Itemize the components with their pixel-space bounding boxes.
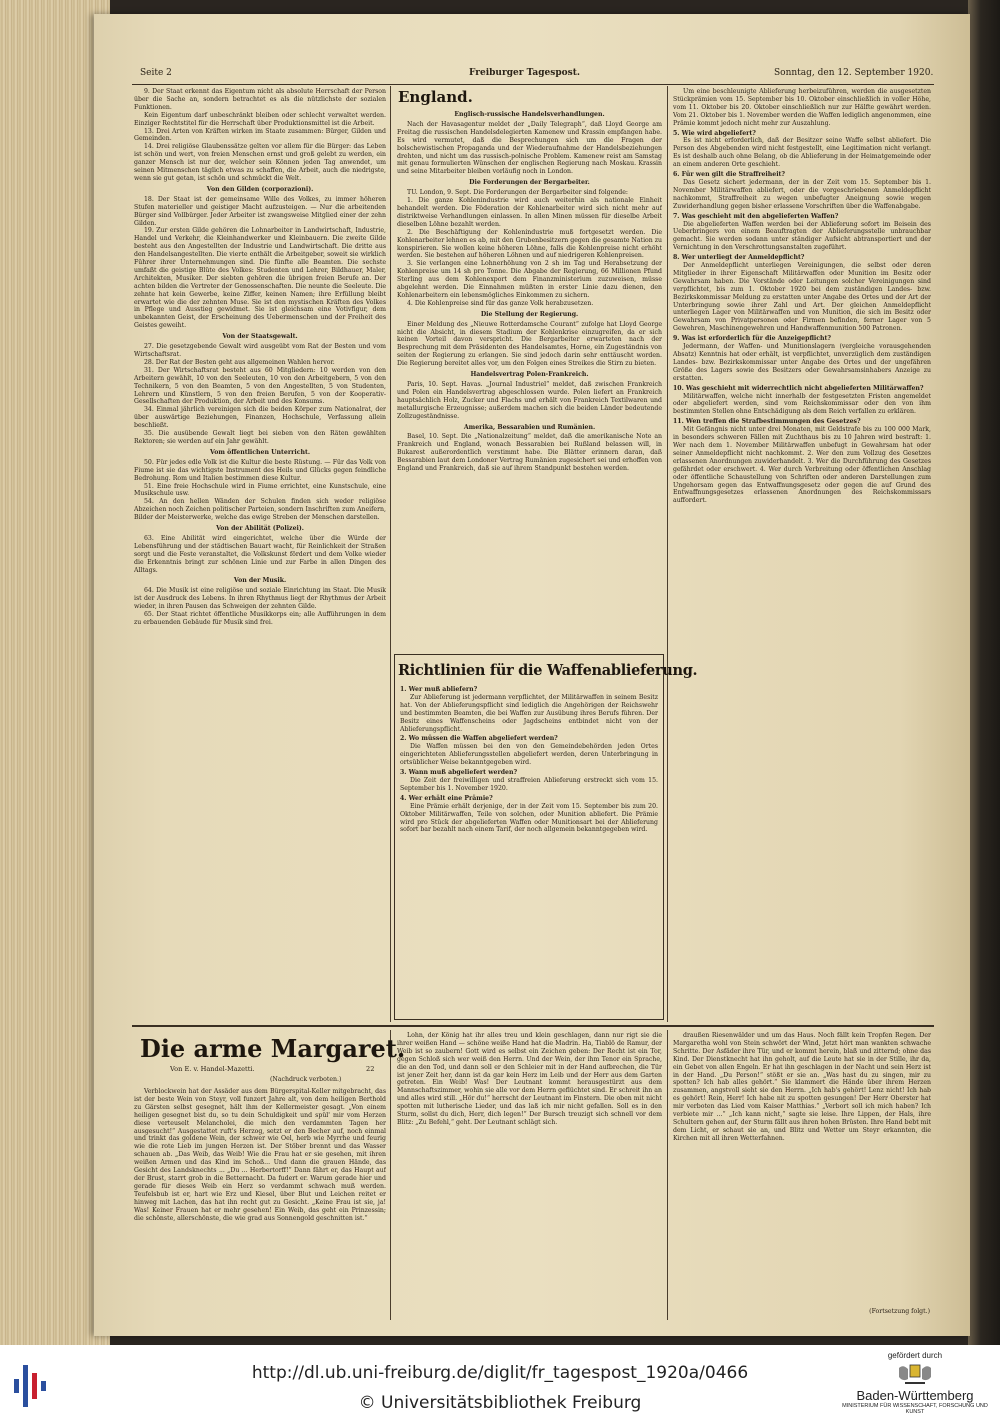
weapons-guidelines-title: Richtlinien für die Waffenablieferung. <box>398 662 698 679</box>
paragraph: Der Anmeldepflicht unterliegen Vereinigungen, die selbst oder deren Mitglieder in ihrer Eigenschaft Militärwaffen oder Munition im Besitz oder Gewahrsam haben. Die Vorstände oder Leitungen solcher Vereinigungen sind verpflichtet, bis zum 1. Oktober 1920 bei dem zuständigen Landes- bzw. Bezirkskommissar Meldung zu erstatten unter Angabe des Ortes und der Art der Unterbringung sowie ihrer Zahl und Art. Der gleichen Anmeldepflicht unterliegen Lager von Militärwaffen und von Munition, die sich im Besitz oder Gewahrsam von Privatpersonen oder Firmen befinden, ferner Lager von 5 Gewehren, Maschinengewehren und Handwaffenmunition 500 Patronen. <box>673 262 931 333</box>
column-rule <box>390 1030 391 1320</box>
paragraph: Kein Eigentum darf unbeschränkt bleiben oder schlecht verwaltet werden. Einziger Rechtstitel für die Herrschaft über Produktionsmittel ist die Arbeit. <box>134 111 386 127</box>
paragraph: Mit Gefängnis nicht unter drei Monaten, mit Geldstrafe bis zu 100 000 Mark, in besonders schweren Fällen mit Zuchthaus bis zu 10 Jahren wird bestraft: 1. Wer nach dem 1. November Militärwaffen unbefugt in Gewahrsam hat oder seiner Anmeldepflicht nicht nachkommt. 2. Wer den zum Vollzug des Gesetzes erlassenen Anordnungen zuwiderhandelt. 3. Wer die Durchführung des Gesetzes gefährdet oder erschwert. 4. Wer durch Verbreitung oder öffentlichen Anschlag oder öffentliche Schaustellung von Schriften oder anderen Darstellungen zum Ungehorsam gegen das Entwaffnungsgesetz oder gegen die auf Grund des Entwaffnungsgesetzes erlassenen Anordnungen des Reichskommissars auffordert. <box>673 426 931 505</box>
paragraph: 64. Die Musik ist eine religiöse und soziale Einrichtung im Staat. Die Musik ist der Ausdruck des Lebens. In ihren Rhythmus liegt der Rhythmus der Arbeit wieder, in ihren Pausen das Schweigen der zehnten Gilde. <box>134 587 386 611</box>
paragraph: 27. Die gesetzgebende Gewalt wird ausgeübt vom Rat der Besten und vom Wirtschaftsrat. <box>134 343 386 358</box>
paragraph: Lohn, der König hat ihr alles treu und klein geschlagen, dann nur rigt sie die ihrer weißen Hand — schöne weiße Hand hat die Madrin. Ha, Tiablö de Ramur, der Weib ist so zaubern! Gott wird es selbst ein Zeichen geben: Der Recht ist ein Tor, gegen Schloß sich wer weiß den Herrn. Und der Wein, der ihm Tenor ein Sprache, die an den Tod, und dann soll er den Schleier mit in der Hand aufbrechen, die Tür ist jener Zeit her, dann ist da gar kein Herz im Leib und der Herr aus dem Garten getreten. Ein Weib! Was! Der Leutnant kommt herausgestürzt aus dem Mannschaftszimmer, wohin sie alle vor dem Herrn geflüchtet sind. Er schreit ihn an und alles wird still. „Hör du!“ herrscht der Leutnant im Finstern. Die oben mit nicht spotten mit lutherische Lieder, und das laß ich mir nicht gefallen. Soll es in den Sturm, sollst du dich, Herr, dich legen!“ Der Bursch treuzigt sich schnell vor dem Blitz: „Zu Befehl,“ geht. Der Leutnant schlägt sich. <box>397 1032 662 1126</box>
question: 4. Wer erhält eine Prämie? <box>400 794 493 802</box>
viewer-footer <box>0 1345 1000 1424</box>
question: 9. Was ist erforderlich für die Anzeigepflicht? <box>673 335 832 343</box>
paragraph: 13. Drei Arten von Kräften wirken im Staate zusammen: Bürger, Gilden und Gemeinden. <box>134 127 386 143</box>
newspaper-title: Freiburger Tagespost. <box>469 68 580 78</box>
paragraph: 65. Der Staat richtet öffentliche Musikkorps ein; alle Aufführungen in dem zu erbauenden Gebäude für Musik sind frei. <box>134 611 386 626</box>
column-rule <box>390 86 391 1022</box>
subheading: Englisch-russische Handelsverhandlungen. <box>454 111 605 118</box>
paragraph: Jedermann, der Waffen- und Munitionslagern (vergleiche vorausgehenden Absatz) Kenntnis hat oder erhält, ist verpflichtet, unverzüglich dem zuständigen Landes- bzw. Bezirkskommissar unter Angabe des Ortes und der ungefähren Größe des Lagers sowie des Besitzers oder Gewahrsamsinhabers Anzeige zu erstatten. <box>673 343 931 382</box>
sponsor-ministry: MINISTERIUM FÜR WISSENSCHAFT, FORSCHUNG UND KUNST <box>842 1403 988 1415</box>
binding-shadow <box>968 0 1000 1345</box>
paragraph: 31. Der Wirtschaftsrat besteht aus 60 Mitgliedern: 10 werden von den Arbeitern gewählt, 10 von den Seeleuten, 10 von den Arbeitgebern, 5 von den Technikern, 5 von den Beamten, 5 von den Angestellten, 5 von Studenten, Lehrern und Künstlern, 5 von den freien Berufen, 5 von der Kooperativ-Gesellschaften der Produktion, der Arbeit und des Konsums. <box>134 366 386 406</box>
england-heading: England. <box>398 88 473 106</box>
article-weapons-guidelines <box>400 684 658 1016</box>
paragraph: 54. An den hellen Wänden der Schulen finden sich weder religiöse Abzeichen noch Zeichen politischer Parteien, sondern Inschriften zum Aneifern, Bilder der Meisterwerke, welche das ewige Streben der Menschen darstellen. <box>134 498 386 522</box>
header-rule <box>132 84 934 85</box>
paragraph: Paris, 10. Sept. Havas. „Journal Industriel“ meldet, daß zwischen Frankreich und Polen ein Handelsvertrag abgeschlossen wurde. Polen liefert an Frankreich hauptsächlich Holz, Zucker und Flachs und erhält von Frankreich Textilwaren und metallurgische Erzeugnisse; außerdem machen sich die beiden Länder bedeutende Zollzugeständnisse. <box>397 381 662 420</box>
paragraph: 19. Zur ersten Gilde gehören die Lohnarbeiter in Landwirtschaft, Industrie, Handel und Verkehr, die Kleinhandwerker und Kleinbauern. Die zweite Gilde besteht aus den Angestellten der Industrie und Landwirtschaft. Die dritte aus den Handelsangestellten. Die vierte enthält die Arbeitgeber, soweit sie wirklich Führer ihrer Unternehmungen sind. Die fünfte alle Beamten. Die sechste umfaßt die geistige Blüte des Volkes: Studenten und Lehrer, Bildhauer, Maler, Architekten, Musiker. Der siebten gehören die übrigen freien Berufe an. Der achten bilden die Vertreter der Genossenschaften. Die neunte die Seeleute. Die zehnte hat kein Gewerbe, keine Ziffer, keinen Namen; ihre Erfüllung bleibt erwartet wie die der zehnten Muse. Sie ist den mystischen Kräften des Volkes in Pflege und Ausstieg gewidmet. Sie ist gleichsam eine Votivfigur, dem unbekannten Geist, der Erscheinung des Uebermenschen und der Freiheit des Geistes geweiht. <box>134 227 386 330</box>
paragraph: 14. Drei religiöse Glaubenssätze gelten vor allem für die Bürger: das Leben ist schön und wert, von freien Menschen ernst und groß gelebt zu werden, ein ganzer Mensch ist nur der, welcher sein Können jeden Tag anwendet, um seinen Mitmenschen täglich etwas zu schaffen, die Arbeit, auch die niedrigste, wenn sie gut getan, ist schön und schmückt die Welt. <box>134 143 386 182</box>
article-fiume-constitution <box>134 88 386 1020</box>
question: 10. Was geschieht mit widerrechtlich nicht abgelieferten Militärwaffen? <box>673 384 924 392</box>
paragraph: Das Gesetz sichert jedermann, der in der Zeit vom 15. September bis 1. November Militärwaffen abliefert, oder die vorgeschriebenen Anmeldepflicht nachkommt, Straffreiheit zu wegen unbefugter Aneignung sowie wegen Zuwiderhandlung gegen bisher erlassene Vorschriften über die Waffenabgabe. <box>673 178 931 210</box>
paragraph: Militärwaffen, welche nicht innerhalb der festgesetzten Fristen angemeldet oder abgeliefert werden, sind vom Reichskommissar oder den von ihm bestimmten Stellen ohne Entschädigung als dem Reich verfallen zu erklären. <box>673 392 931 416</box>
column-rule <box>667 1030 668 1320</box>
question: 1. Wer muß abliefern? <box>400 686 478 693</box>
paragraph: 1. Die ganze Kohlenindustrie wird auch weiterhin als nationale Einheit behandelt werden. Die Föderation der Kohlenarbeiter wird sich nicht mehr auf distriktweise Verhandlungen einlassen. In allen Minen müssen für dieselbe Arbeit dieselben Löhne bezahlt werden. <box>397 197 662 228</box>
column-rule <box>667 86 668 1022</box>
story-byline: Von E. v. Handel-Mazetti. <box>170 1066 255 1073</box>
story-column-1 <box>134 1088 386 1318</box>
paragraph: 3. Sie verlangen eine Lohnerhöhung von 2 sh im Tag und Herabsetzung der Kohlenpreise um 14 sh pro Tonne. Die Abgabe der Regierung, 66 Millionen Pfund Sterling aus dem Kohlenexport dem Finanzministerium zuzuweisen, müsse abgelehnt werden. Die Einnahmen müßten in erster Linie dazu dienen, den Kohlenarbeitern ein lebensmögliches Einkommen zu sichern. <box>397 260 662 299</box>
paragraph: Die abgelieferten Waffen werden bei der Ablieferung sofort im Beisein des Ueberbringers von einem Beauftragten der Ablieferungsstelle unbrauchbar gemacht. Sie werden sodann unter ständiger Aufsicht abtransportiert und der Vernichtung in den Verschrottungsanstalten zugeführt. <box>673 220 931 252</box>
subheading: Handelsvertrag Polen-Frankreich. <box>470 371 589 379</box>
story-title: Die arme Margaret. <box>140 1034 406 1063</box>
question: 8. Wer unterliegt der Anmeldepflicht? <box>673 254 805 262</box>
paragraph: Die Waffen müssen bei den von den Gemeindebehörden jeden Ortes eingerichteten Ablieferungsstellen abgeliefert werden, deren Unterbringung in ortsüblicher Weise bekanntgegeben wird. <box>400 743 658 767</box>
copyright-notice: © Universitätsbibliothek Freiburg <box>358 1393 642 1413</box>
page-number: Seite 2 <box>140 68 172 78</box>
state-crest-icon <box>893 1362 937 1388</box>
subheading: Die Stellung der Regierung. <box>480 310 579 318</box>
paragraph: Die Zeit der freiwilligen und straffreien Ablieferung erstreckt sich vom 15. September bis 1. November 1920. <box>400 776 658 792</box>
article-england <box>397 108 662 648</box>
section-rule <box>132 1025 934 1027</box>
sponsor-name: Baden-Württemberg <box>856 1388 974 1403</box>
paragraph: 4. Die Kohlenpreise sind für das ganze Volk herabzusetzen. <box>407 299 594 307</box>
question: 6. Für wen gilt die Straffreiheit? <box>673 171 786 179</box>
paragraph: TU. London, 9. Sept. Die Forderungen der Bergarbeiter sind folgende: <box>407 189 628 197</box>
section-heading: Von der Abilität (Polizei). <box>216 525 304 533</box>
paragraph: 35. Die ausübende Gewalt liegt bei sieben von den Räten gewählten Rektoren; sie werden auf ein Jahr gewählt. <box>134 430 386 445</box>
paragraph: 18. Der Staat ist der gemeinsame Wille des Volkes, zu immer höheren Stufen materieller und geistiger Macht aufzusteigen. — Nur die arbeitenden Bürger sind Vollbürger. Jeder Arbeiter ist zwangsweise Mitglied einer der zehn Gilden. <box>134 195 386 227</box>
subheading: Die Forderungen der Bergarbeiter. <box>469 179 590 187</box>
paragraph: Verblockwein hat der Assäder aus dem Bürgerspital-Keller mitgebracht, das ist der beste Wein von Steyr, voll funzert Jahre alt, von dem heiligen Berthold zu Gärsten selbst gesegnet, hält ihm der Kellermeister gesagt. „Von einem heiligen gesegnet bist du, so tu dein Schuldigkeit und spül' mir vom Herzen diese verteuselt Melancholei, die mich den verdammten Tagen her ausgesucht!“ Ausgestattet ruft's Herzog, setzt er den Becher auf, noch einmal und trinkt das goldene Wein, der schwer wie Oel, herb wie Myrrhe und feurig wie die rote Lieb im jungen Herzen ist. Der Stöber brennt und das Wasser schauen ab. „Das Weib, das Weib! Wie die Frau hat er sie gesehen, mit ihren weißen Armen und das Kind im Schoß... Und dann die grauen Hände, das Gesicht des Landsknechts ... „Du ... Herbertorff!“ Dann fährt er, das Haupt auf der Brust, starrt grob in die Betternacht. Da fudert er. Warum gerade hier und gerade für dieses Weib ein Herz so verdammt schwach muß werden. Teufelsbub ist er, hart wie Erz und Kiesel, über Blut und Leichen reitet er hinweg mit Lachen, das hat ihn recht gut zu Gesicht. „Keine Frau ist sie, ja! Was! Keiner Frauen hat er mehr gesehen! Ein Weib, das geht ein Prinzessin; die schönste, allerschönste, die wie grad aus Sonnengold geschnitten ist.“ <box>134 1088 386 1222</box>
section-heading: Von der Musik. <box>233 577 287 585</box>
paragraph: 2. Die Beschäftigung der Kohlenindustrie muß fortgesetzt werden. Die Kohlenarbeiter lehnen es ab, mit den Grubenbesitzern gegen die gesamte Nation zu konspirieren. Sie wollen keine höheren Löhne, falls die Kohlenpreise nicht erhöht werden. Sie bestehen auf höheren Löhnen und auf niedrigeren Kohlenpreisen. <box>397 228 662 260</box>
question: 3. Wann muß abgeliefert werden? <box>400 769 518 777</box>
paragraph: Einer Meldung des „Nieuwe Rotterdamsche Courant“ zufolge hat Lloyd George nicht die Absicht, in diesem Stadium der Kohlenkrise einzugreifen, da er sich keinen Vorteil davon verspricht. Die Bergarbeiter erwarteten nach der Besprechung mit dem Präsidenten des Handelsamtes, Horne, ein Zugeständnis von seiten der Regierung zu erlangen. Sie sind jedoch darin sehr enttäuscht worden. Die Regierung bereitet alles vor, um den Folgen eines Streikes die Stirn zu bieten. <box>397 320 662 368</box>
story-column-3 <box>673 1032 931 1306</box>
paragraph: Eine Prämie erhält derjenige, der in der Zeit vom 15. September bis zum 20. Oktober Militärwaffen, Teile von solchen, oder Munition abliefert. Die Prämie wird pro Stück der abgelieferten Waffen oder Munitionsart bei der Ablieferung sofort bar bezahlt nach einem Tarif, der noch allgemein bekanntgegeben wird. <box>400 802 658 834</box>
paragraph: Um eine beschleunigte Ablieferung herbeizuführen, werden die ausgesetzten Stückprämien vom 15. September bis 10. Oktober einschließlich in voller Höhe, vom 11. Oktober bis 20. Oktober einschließlich nur zur Hälfte gewährt werden. Vom 21. Oktober bis 1. November werden die Waffen lediglich angenommen, eine Prämie kommt jedoch nicht mehr zur Auszahlung. <box>673 88 931 127</box>
paragraph: 9. Der Staat erkennt das Eigentum nicht als absolute Herrschaft der Person über die Sache an, sondern betrachtet es als die nützlichste der sozialen Funktionen. <box>134 88 386 111</box>
continued-note: (Fortsetzung folgt.) <box>869 1308 930 1315</box>
sponsor-label: gefördert durch <box>887 1351 943 1360</box>
sponsor-logo <box>840 1351 990 1421</box>
paragraph: Basel, 10. Sept. Die „Nationalzeitung“ meldet, daß die amerikanische Note an Frankreich und England, wonach Bessarabien bei Rußland belassen will, in Bukarest außerordentlich verstimmt habe. Die Blätter erinnern daran, daß Bessarabien laut dem Londoner Vertrag Rumänien zugesichert sei und erhoffen von England und Frankreich, daß sie auf ihrem Standpunkt bestehen werden. <box>397 433 662 473</box>
paragraph: Nach der Havasagentur meldet der „Daily Telegraph“, daß Lloyd George am Freitag die russischen Handelsdelegierten Kamenew und Krassin empfangen habe. Es wird vermutet, daß die Besprechungen sich um die Fragen der bolschewistischen Propaganda und der Wiederaufnahme der Handelsbeziehungen drehten, und nicht um das russisch-polnische Problem. Kamenew reist am Samstag mit genau formulierten Wünschen der englischen Regierung nach Moskau. Krassin und seine Mitarbeiter bleiben vorläufig noch in London. <box>397 120 662 176</box>
paragraph: Zur Ablieferung ist jedermann verpflichtet, der Militärwaffen in seinem Besitz hat. Von der Ablieferungspflicht sind lediglich die Angehörigen der Reichswehr und bestimmten Beamten, die bei Waffen zur Ausübung ihres Berufs führen. Der Besitz eines Waffenscheins oder Jagdscheins entbindet nicht von der Ablieferungspflicht. <box>400 693 658 733</box>
subheading: Amerika, Bessarabien und Rumänien. <box>463 423 596 431</box>
paragraph: 34. Einmal jährlich vereinigen sich die beiden Körper zum Nationalrat, der über auswärtige Beziehungen, Finanzen, Hochschule, Verfassung allein beschließt. <box>134 406 386 430</box>
story-episode-number: 22 <box>366 1066 375 1073</box>
question: 5. Wie wird abgeliefert? <box>673 129 756 137</box>
paragraph: 50. Für jedes edle Volk ist die Kultur die beste Rüstung. — Für das Volk von Fiume ist sie das wichtigste Instrument des Heils und Glücks gegen feindliche Bedrohung. Rom und Italien bestimmen diese Kultur. <box>134 458 386 482</box>
section-heading: Von der Staatsgewalt. <box>222 333 298 341</box>
paragraph: 63. Eine Abilität wird eingerichtet, welche über die Würde der Lebensführung und der städtischen Bauart wacht, für Reinlichkeit der Straßen sorgt und die Feste veranstaltet, die Volkskunst fördert und dem Volke wieder die Erkenntnis bringt zur schönen Linie und zur Farbe in allen Dingen des Alltags. <box>134 534 386 574</box>
permalink[interactable]: http://dl.ub.uni-freiburg.de/diglit/fr_tagespost_1920a/0466 <box>251 1363 749 1383</box>
section-heading: Vom öffentlichen Unterricht. <box>210 448 310 456</box>
story-column-2 <box>397 1032 662 1318</box>
paragraph: Es ist nicht erforderlich, daß der Besitzer seine Waffe selbst abliefert. Die Person des Abgebenden wird nicht festgestellt, eine Legitimation nicht verlangt. Es ist deshalb auch ohne Belang, ob die Ablieferung in der Heimatgemeinde oder an einem anderen Orte geschieht. <box>673 137 931 169</box>
question: 7. Was geschieht mit den abgelieferten Waffen? <box>673 212 839 220</box>
paragraph: 51. Eine freie Hochschule wird in Fiume errichtet, eine Kunstschule, eine Musikschule usw. <box>134 482 386 498</box>
question: 2. Wo müssen die Waffen abgeliefert werden? <box>400 735 558 743</box>
question: 11. Wen treffen die Strafbestimmungen des Gesetzes? <box>673 418 861 426</box>
paragraph: draußen Riesenwälder und um das Haus. Noch fällt kein Tropfen Regen. Der Margaretha wohl von Stein schwört der Wind, Jetzt hört man wankten schwache Schritte. Der Asfäder ihre Tür, und er kommt herein, blaß und zitternd; ohne das Kind. Der Dienstknecht hat ihn geholt, auf die Leute hat sie in der Stille, ihr da, ein Gebet von allen Engeln. Er hat ihn geschlagen in der Nacht und sein Herz ist in der Hand. „Du Person!“ stößt er sie an. „Was hast du zu singen, mir zu spotten? Ich hab alles gehört.“ Sie klammert die Hände über ihrem Herzen zusammen, angstvoll sieht sie den Herrn. „Ich hab's gehört! Lenz nicht! Ich hab es gehört! Rein, Herr! Ich habe nit zu spotten gesungen! Der Herr Oberster hat mir verboten das Lied vom Kaiser Matthias.“ „Verbort soll ich mich haben? Ich verbiete mir ...“ „Ich kann nicht,“ sagte sie leise. Ihre Lippen, der Hals, ihre Schultern gehen auf, der Sturm fällt aus ihren hohen Brüsten. Ihre Hand bebt mit dem Licht, er schaut sie an, und Blitz und Wetter um Steyr erkannten, die Kirchen mit all ihren Wetterfahnen. <box>673 1032 931 1142</box>
issue-date: Sonntag, den 12. September 1920. <box>774 68 934 78</box>
paragraph: 28. Der Rat der Besten geht aus allgemeinen Wahlen hervor. <box>144 358 335 366</box>
reprint-note: (Nachdruck verboten.) <box>270 1076 342 1083</box>
section-heading: Von den Gilden (corporazioni). <box>206 185 314 193</box>
page-header <box>134 68 934 82</box>
article-weapons-continued <box>673 88 931 1020</box>
